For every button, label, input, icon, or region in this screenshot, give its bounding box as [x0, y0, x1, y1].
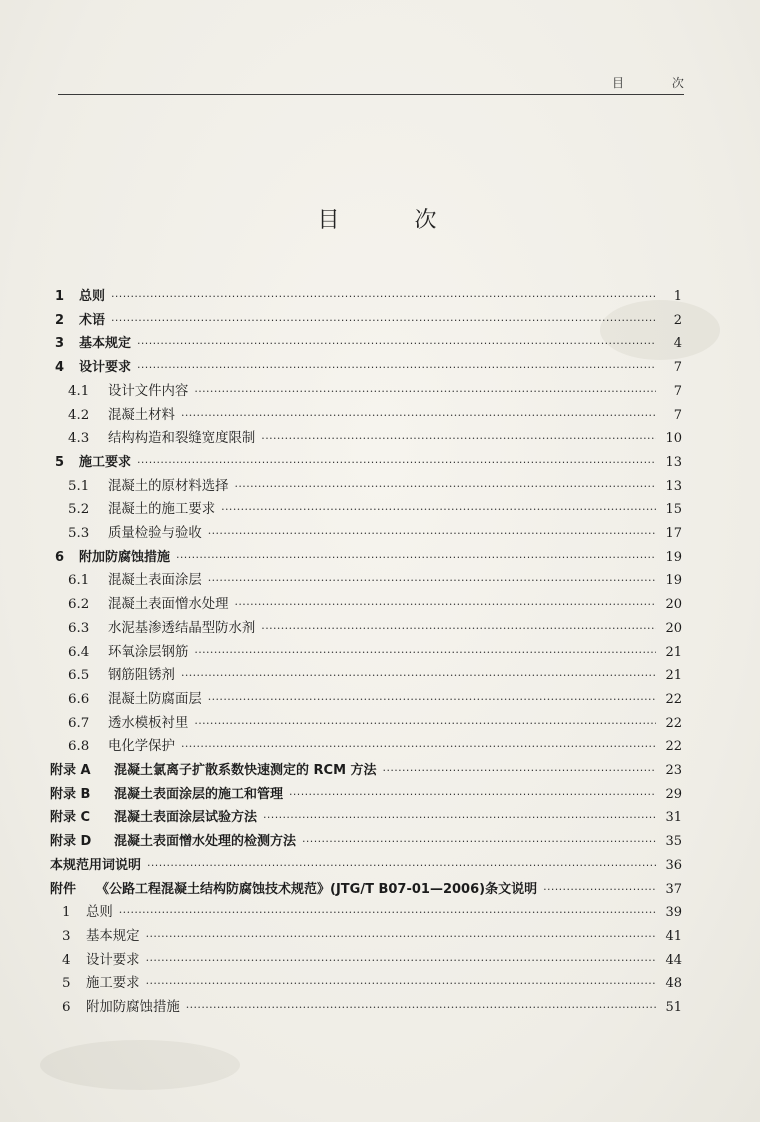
toc-dot-leader: [302, 833, 656, 851]
toc-entry: [68, 379, 682, 401]
toc-dot-leader: [181, 667, 656, 685]
toc-entry-number: 5.3: [68, 526, 90, 541]
toc-dot-leader: [263, 809, 656, 827]
toc-entry: [55, 308, 682, 330]
toc-dot-leader: [235, 596, 656, 614]
toc-entry: [62, 900, 682, 922]
toc-entry-number: 6.1: [68, 573, 90, 589]
toc-entry-label: 设计要求: [86, 952, 140, 968]
page-title: 目 次: [317, 208, 471, 233]
toc-entry-page-number: 10: [665, 431, 682, 447]
toc-dot-leader: [543, 881, 656, 899]
toc-entry-number: 5.2: [68, 502, 90, 518]
toc-entry-page-number: 19: [665, 549, 682, 565]
toc-entry-page-number: 51: [665, 1000, 682, 1015]
toc-entry: [50, 829, 682, 851]
toc-entry-page-number: 29: [665, 786, 682, 802]
toc-entry: [68, 521, 682, 543]
toc-dot-leader: [176, 549, 656, 567]
toc-entry-label: 总则: [79, 289, 106, 304]
toc-entry: [50, 805, 682, 827]
toc-entry-page-number: 1: [673, 289, 682, 304]
toc-entry-label: 质量检验与验收: [108, 526, 202, 541]
toc-entry-label: 总则: [86, 905, 113, 921]
toc-entry-label: 混凝土表面涂层试验方法: [114, 810, 258, 826]
toc-entry-label: 混凝土材料: [108, 407, 175, 423]
toc-entry-page-number: 22: [665, 739, 682, 755]
toc-entry: [62, 924, 682, 946]
toc-entry-label: 设计文件内容: [108, 383, 189, 399]
toc-entry-page-number: 22: [665, 691, 682, 707]
toc-entry-label: 术语: [79, 312, 106, 328]
toc-entry-number: 4: [55, 360, 65, 376]
toc-entry-number: 5.1: [68, 478, 90, 494]
toc-entry-label: 混凝土防腐面层: [108, 691, 202, 707]
toc-entry-label: 设计要求: [79, 360, 132, 376]
toc-entry-label: 本规范用词说明: [50, 857, 142, 873]
toc-entry-label: 附加防腐蚀措施: [79, 549, 171, 565]
toc-entry: [50, 782, 682, 804]
toc-entry-label: 施工要求: [86, 976, 140, 992]
toc-entry: [68, 640, 682, 662]
toc-entry: [68, 616, 682, 638]
toc-dot-leader: [146, 952, 656, 970]
toc-entry: [68, 734, 682, 756]
toc-entry: [68, 474, 682, 496]
toc-entry: [68, 663, 682, 685]
toc-entry-number: 6.3: [68, 620, 90, 636]
toc-dot-leader: [235, 478, 656, 496]
toc-entry-label: 混凝土氯离子扩散系数快速测定的 RCM 方法: [114, 763, 377, 778]
running-header: 目 次: [612, 76, 706, 90]
toc-entry-page-number: 13: [665, 454, 682, 470]
toc-entry: [68, 592, 682, 614]
toc-entry-number: 附录 C: [50, 810, 91, 826]
toc-entry: [50, 758, 682, 780]
toc-entry-page-number: 7: [673, 383, 682, 399]
toc-entry-number: 5: [62, 976, 71, 992]
toc-dot-leader: [208, 691, 656, 709]
toc-entry: [68, 687, 682, 709]
toc-dot-leader: [221, 501, 656, 519]
toc-entry-label: 附加防腐蚀措施: [86, 1000, 180, 1015]
toc-entry: [62, 971, 682, 993]
toc-dot-leader: [181, 738, 656, 756]
toc-entry-number: 4.1: [68, 383, 90, 399]
toc-entry-label: 施工要求: [79, 454, 132, 470]
toc-dot-leader: [194, 715, 656, 733]
toc-entry-page-number: 2: [673, 312, 682, 328]
toc-entry: [68, 403, 682, 425]
toc-entry: [68, 568, 682, 590]
toc-entry-page-number: 19: [665, 573, 682, 589]
toc-entry: [50, 877, 682, 899]
toc-dot-leader: [181, 407, 656, 425]
toc-entry-label: 透水模板衬里: [108, 715, 189, 731]
toc-entry: [55, 355, 682, 377]
toc-entry-label: 《公路工程混凝土结构防腐蚀技术规范》(JTG/T B07-01—2006)条文说明: [96, 881, 538, 897]
toc-entry-label: 混凝土表面憎水处理: [108, 597, 229, 613]
toc-entry-number: 3: [62, 928, 71, 944]
toc-entry: [50, 853, 682, 875]
toc-entry-page-number: 22: [665, 715, 682, 731]
toc-entry-number: 6.6: [68, 691, 90, 707]
toc-dot-leader: [383, 762, 656, 780]
toc-entry-page-number: 4: [673, 336, 682, 352]
toc-entry-page-number: 13: [665, 478, 682, 494]
toc-dot-leader: [186, 999, 656, 1017]
toc-entry-label: 电化学保护: [108, 739, 175, 755]
toc-entry-number: 1: [62, 905, 71, 921]
toc-entry-label: 混凝土表面涂层: [108, 573, 202, 589]
toc-entry-page-number: 15: [665, 502, 682, 518]
toc-dot-leader: [261, 620, 656, 638]
toc-entry: [68, 711, 682, 733]
toc-entry: [62, 948, 682, 970]
toc-entry: [68, 426, 682, 448]
toc-entry-page-number: 44: [665, 952, 682, 968]
toc-entry-number: 附录 D: [50, 834, 92, 850]
toc-dot-leader: [146, 928, 656, 946]
toc-entry: [62, 995, 682, 1017]
toc-entry-page-number: 41: [665, 928, 682, 944]
toc-entry-number: 4: [62, 952, 71, 968]
toc-entry-label: 基本规定: [79, 336, 132, 352]
toc-entry-label: 结构构造和裂缝宽度限制: [108, 431, 256, 447]
toc-entry: [55, 545, 682, 567]
header-rule: [58, 94, 684, 95]
toc-entry-page-number: 36: [665, 857, 682, 873]
toc-entry-label: 混凝土的原材料选择: [108, 478, 229, 494]
toc-entry-number: 1: [55, 289, 65, 304]
toc-entry-page-number: 39: [665, 905, 682, 921]
toc-dot-leader: [111, 312, 656, 330]
toc-dot-leader: [137, 359, 656, 377]
toc-entry-label: 混凝土表面憎水处理的检测方法: [114, 834, 297, 850]
toc-entry-number: 6: [55, 549, 65, 565]
toc-entry-label: 钢筋阻锈剂: [108, 668, 175, 684]
toc-entry: [55, 450, 682, 472]
toc-entry-number: 6.5: [68, 668, 90, 684]
toc-dot-leader: [119, 904, 656, 922]
toc-entry-number: 6.2: [68, 597, 90, 613]
paper-smudge: [40, 1040, 240, 1090]
toc-entry-page-number: 37: [665, 881, 682, 897]
toc-dot-leader: [147, 857, 656, 875]
toc-dot-leader: [194, 644, 656, 662]
toc-dot-leader: [137, 454, 656, 472]
toc-dot-leader: [111, 288, 656, 306]
toc-entry-page-number: 20: [665, 597, 682, 613]
toc-entry-number: 6.4: [68, 644, 90, 660]
toc-entry-label: 水泥基渗透结晶型防水剂: [108, 620, 256, 636]
toc-entry: [55, 284, 682, 306]
toc-dot-leader: [137, 335, 656, 353]
toc-entry-number: 6.8: [68, 739, 90, 755]
toc-entry-number: 附录 A: [50, 763, 91, 778]
toc-dot-leader: [146, 975, 656, 993]
toc-dot-leader: [194, 383, 656, 401]
toc-entry-page-number: 17: [665, 526, 682, 541]
toc-entry-page-number: 23: [665, 763, 682, 778]
toc-entry-page-number: 48: [665, 976, 682, 992]
toc-entry-number: 5: [55, 454, 65, 470]
toc-entry-page-number: 35: [665, 834, 682, 850]
toc-entry-number: 6: [62, 1000, 71, 1015]
toc-entry-number: 附件: [50, 881, 77, 897]
toc-entry-number: 2: [55, 312, 65, 328]
toc-dot-leader: [261, 430, 656, 448]
toc-dot-leader: [208, 525, 656, 543]
toc-entry: [55, 331, 682, 353]
toc-entry-number: 4.3: [68, 431, 90, 447]
toc-entry-number: 附录 B: [50, 786, 91, 802]
toc-dot-leader: [289, 786, 656, 804]
toc-dot-leader: [208, 572, 656, 590]
toc-entry-label: 环氧涂层钢筋: [108, 644, 189, 660]
toc-entry-number: 3: [55, 336, 65, 352]
toc-entry-label: 基本规定: [86, 928, 140, 944]
toc-entry: [68, 497, 682, 519]
toc-entry-number: 6.7: [68, 715, 90, 731]
toc-entry-page-number: 20: [665, 620, 682, 636]
toc-entry-number: 4.2: [68, 407, 90, 423]
toc-entry-page-number: 7: [673, 407, 682, 423]
toc-entry-page-number: 21: [665, 644, 682, 660]
toc-entry-page-number: 21: [665, 668, 682, 684]
toc-entry-label: 混凝土表面涂层的施工和管理: [114, 786, 284, 802]
toc-entry-page-number: 31: [665, 810, 682, 826]
toc-entry-page-number: 7: [673, 360, 682, 376]
toc-entry-label: 混凝土的施工要求: [108, 502, 216, 518]
